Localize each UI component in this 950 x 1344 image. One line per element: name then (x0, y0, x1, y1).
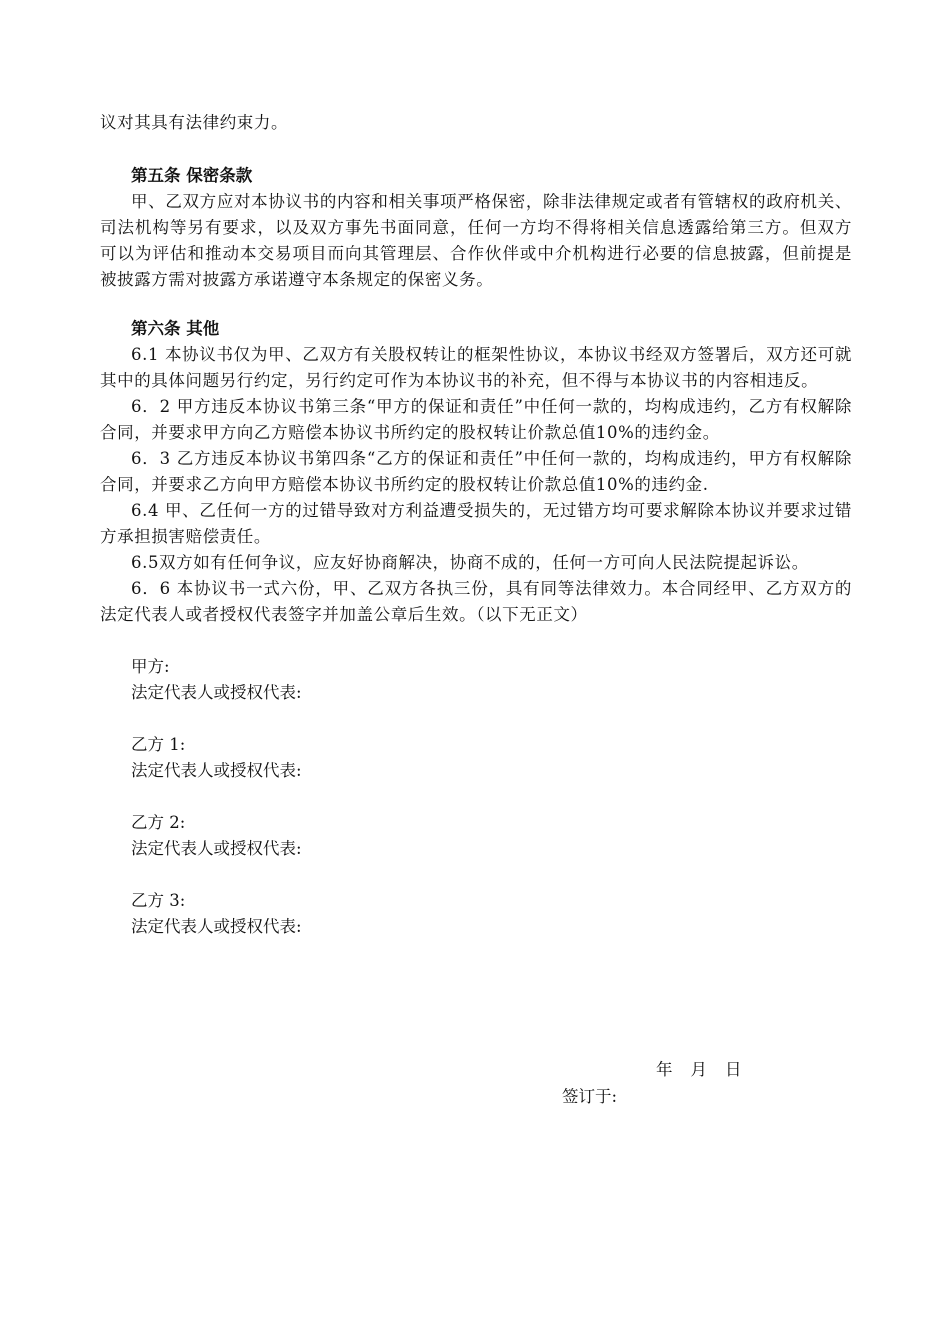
party-b1-representative-label: 法定代表人或授权代表: (131, 761, 302, 780)
party-a-representative-label: 法定代表人或授权代表: (131, 683, 302, 702)
article-5-heading: 第五条 保密条款 (131, 166, 253, 185)
party-b2-label: 乙方 2: (131, 813, 186, 832)
signed-at-label: 签订于: (562, 1087, 618, 1106)
clause-6-3: 6．3 乙方违反本协议书第四条“乙方的保证和责任”中任何一款的，均构成违约，甲方有权解除合同，并要求乙方向甲方赔偿本协议书所约定的股权转让价款总值10%的违约金. (100, 449, 852, 494)
spacer (100, 293, 852, 316)
clause-6-2: 6．2 甲方违反本协议书第三条“甲方的保证和责任”中任何一款的，均构成违约，乙方有权解除合同，并要求甲方向乙方赔偿本协议书所约定的股权转让价款总值10%的违约金。 (100, 397, 852, 442)
party-a-label: 甲方: (131, 657, 170, 676)
article-5-body: 甲、乙双方应对本协议书的内容和相关事项严格保密，除非法律规定或者有管辖权的政府机关、司法机构等另有要求，以及双方事先书面同意，任何一方均不得将相关信息透露给第三方。但双方可以为评估和推动本交易项目而向其管理层、合作伙伴或中介机构进行必要的信息披露，但前提是被披露方需对披露方承诺遵守本条规定的保密义务。 (100, 192, 852, 289)
article-6-heading: 第六条 其他 (131, 319, 220, 338)
signature-block (100, 654, 852, 940)
spacer (100, 628, 852, 654)
lead-in-text: 议对其具有法律约束力。 (100, 113, 289, 132)
clause-6-6: 6．6 本协议书一式六份，甲、乙双方各执三份，具有同等法律效力。本合同经甲、乙方双方的法定代表人或者授权代表签字并加盖公章后生效。（以下无正文） (100, 579, 852, 624)
date-month-label: 月 (690, 1060, 707, 1079)
party-b3-representative-label: 法定代表人或授权代表: (131, 917, 302, 936)
clause-6-1: 6.1 本协议书仅为甲、乙双方有关股权转让的框架性协议，本协议书经双方签署后，双方还可就其中的具体问题另行约定，另行约定可作为本协议书的补充，但不得与本协议书的内容相违反。 (100, 345, 852, 390)
party-b2-representative-label: 法定代表人或授权代表: (131, 839, 302, 858)
signing-date (656, 1057, 742, 1083)
party-b1-label: 乙方 1: (131, 735, 186, 754)
spacer (100, 136, 852, 163)
spacer (131, 784, 852, 810)
party-b3-label: 乙方 3: (131, 891, 186, 910)
spacer (131, 706, 852, 732)
spacer (131, 862, 852, 888)
clause-6-5: 6.5双方如有任何争议，应友好协商解决，协商不成的，任何一方可向人民法院提起诉讼。 (131, 553, 809, 572)
date-day-label: 日 (725, 1060, 742, 1079)
date-year-label: 年 (656, 1060, 673, 1079)
document-page (100, 110, 852, 940)
clause-6-4: 6.4 甲、乙任何一方的过错导致对方利益遭受损失的，无过错方均可要求解除本协议并要求过错方承担损害赔偿责任。 (100, 501, 852, 546)
